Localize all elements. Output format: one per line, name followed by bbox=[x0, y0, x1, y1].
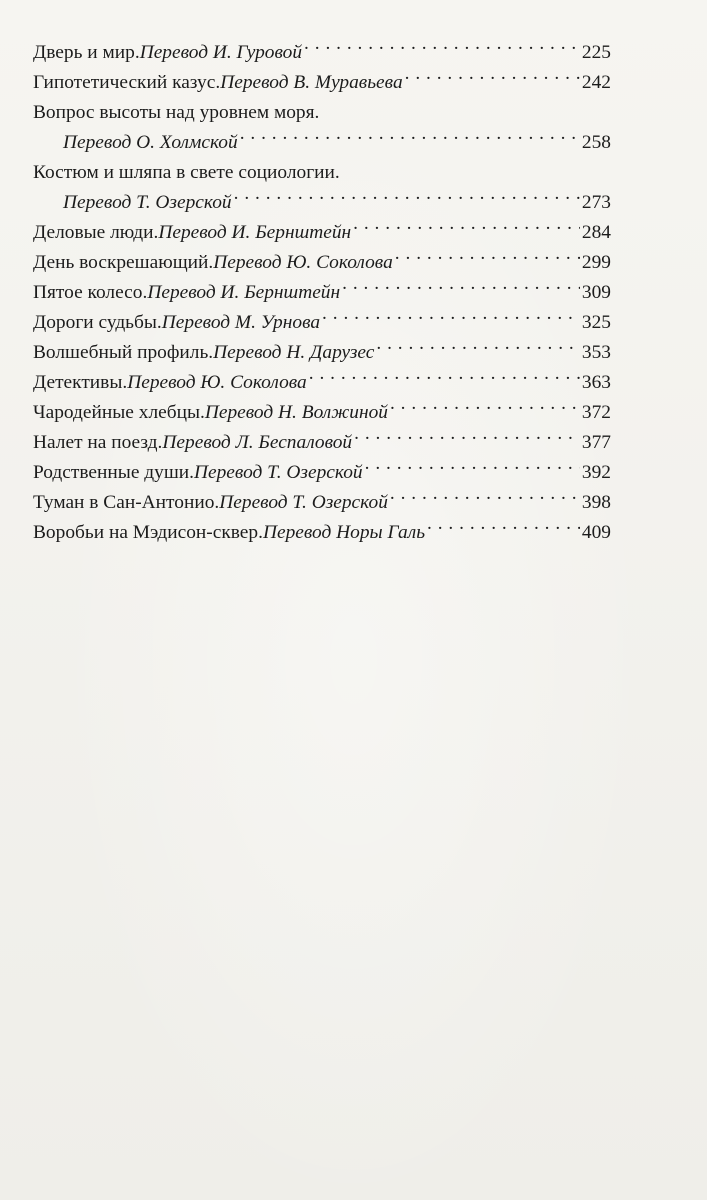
translator-credit: Перевод М. Урнова bbox=[161, 312, 321, 333]
translator-credit: Перевод И. Бернштейн bbox=[147, 282, 341, 303]
toc-entry bbox=[33, 458, 611, 488]
translator-credit: Перевод Ю. Соколова bbox=[127, 372, 307, 393]
page-number: 353 bbox=[581, 342, 611, 363]
story-title: Родственные души. bbox=[33, 462, 194, 483]
page-number: 309 bbox=[581, 282, 611, 303]
story-title: Волшебный профиль. bbox=[33, 342, 214, 363]
translator-credit: Перевод Л. Беспаловой bbox=[162, 432, 353, 453]
translator-credit: Перевод Т. Озерской bbox=[219, 492, 388, 513]
dot-leader bbox=[405, 69, 580, 88]
toc-entry bbox=[33, 278, 611, 308]
dot-leader bbox=[304, 39, 580, 58]
story-title: Чародейные хлебцы. bbox=[33, 402, 205, 423]
toc-entry bbox=[33, 98, 611, 158]
dot-leader bbox=[354, 429, 580, 448]
dot-leader bbox=[390, 399, 580, 418]
translator-credit: Перевод О. Холмской bbox=[63, 132, 238, 153]
page-number: 225 bbox=[581, 42, 611, 63]
toc-entry bbox=[33, 398, 611, 428]
page-number: 372 bbox=[581, 402, 611, 423]
dot-leader bbox=[240, 129, 580, 148]
page-number: 273 bbox=[581, 192, 611, 213]
page-number: 392 bbox=[581, 462, 611, 483]
toc-entry bbox=[33, 38, 611, 68]
translator-credit: Перевод Н. Волжиной bbox=[204, 402, 388, 423]
translator-credit: Перевод Норы Галь bbox=[262, 522, 426, 543]
translator-credit: Перевод Т. Озерской bbox=[194, 462, 363, 483]
story-title: Вопрос высоты над уровнем моря. bbox=[33, 102, 320, 123]
toc-entry bbox=[33, 248, 611, 278]
story-title: Налет на поезд. bbox=[33, 432, 163, 453]
dot-leader bbox=[427, 519, 580, 538]
toc-entry bbox=[33, 158, 611, 218]
toc-entry bbox=[33, 218, 611, 248]
translator-credit: Перевод И. Бернштейн bbox=[158, 222, 352, 243]
page-number: 363 bbox=[581, 372, 611, 393]
toc-entry bbox=[33, 428, 611, 458]
toc-entry bbox=[33, 518, 611, 548]
story-title: Деловые люди. bbox=[33, 222, 159, 243]
page-number: 377 bbox=[581, 432, 611, 453]
translator-credit: Перевод В. Муравьева bbox=[220, 72, 403, 93]
toc-entry bbox=[33, 338, 611, 368]
page-number: 242 bbox=[581, 72, 611, 93]
story-title: Туман в Сан-Антонио. bbox=[33, 492, 220, 513]
translator-credit: Перевод Н. Дарузес bbox=[213, 342, 375, 363]
toc-entry bbox=[33, 488, 611, 518]
story-title: Детективы. bbox=[33, 372, 128, 393]
dot-leader bbox=[342, 279, 580, 298]
toc-entry bbox=[33, 368, 611, 398]
story-title: Дороги судьбы. bbox=[33, 312, 162, 333]
dot-leader bbox=[353, 219, 580, 238]
toc-entry bbox=[33, 308, 611, 338]
story-title: Дверь и мир. bbox=[33, 42, 140, 63]
dot-leader bbox=[376, 339, 580, 358]
dot-leader bbox=[390, 489, 580, 508]
page-number: 409 bbox=[581, 522, 611, 543]
table-of-contents bbox=[33, 38, 611, 548]
toc-entry bbox=[33, 68, 611, 98]
dot-leader bbox=[395, 249, 580, 268]
dot-leader bbox=[234, 189, 580, 208]
translator-credit: Перевод Ю. Соколова bbox=[213, 252, 393, 273]
dot-leader bbox=[322, 309, 580, 328]
story-title: Костюм и шляпа в свете социологии. bbox=[33, 162, 340, 183]
story-title: Воробьи на Мэдисон-сквер. bbox=[33, 522, 263, 543]
page-number: 398 bbox=[581, 492, 611, 513]
page-number: 299 bbox=[581, 252, 611, 273]
translator-credit: Перевод Т. Озерской bbox=[63, 192, 232, 213]
story-title: Гипотетический казус. bbox=[33, 72, 221, 93]
story-title: День воскрешающий. bbox=[33, 252, 214, 273]
dot-leader bbox=[365, 459, 580, 478]
page-number: 258 bbox=[581, 132, 611, 153]
page-number: 325 bbox=[581, 312, 611, 333]
story-title: Пятое колесо. bbox=[33, 282, 148, 303]
page-number: 284 bbox=[581, 222, 611, 243]
dot-leader bbox=[309, 369, 580, 388]
translator-credit: Перевод И. Гуровой bbox=[139, 42, 303, 63]
